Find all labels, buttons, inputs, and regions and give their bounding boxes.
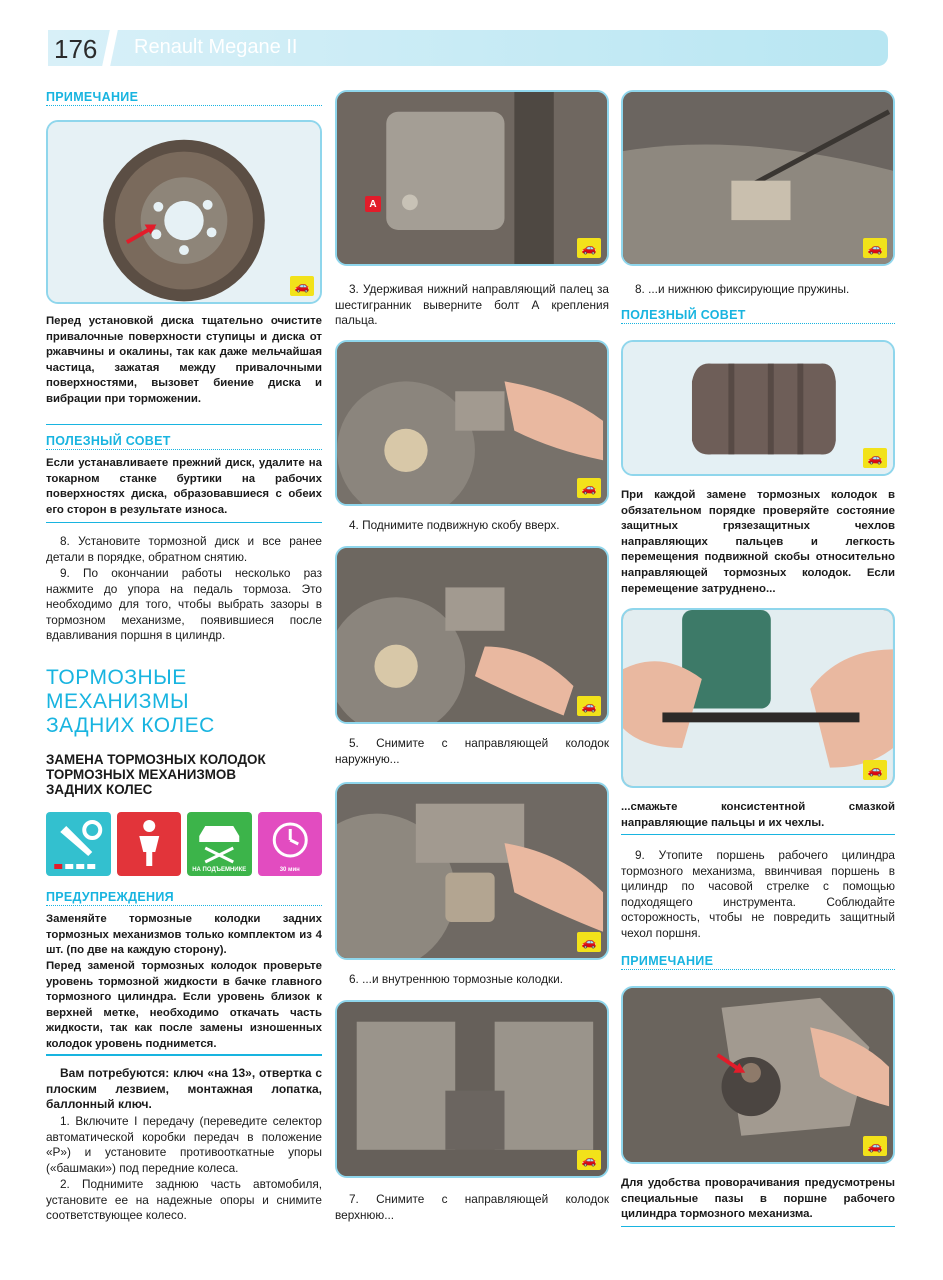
photo-upper-spring [335,1000,609,1178]
car-icon: 🚗 [577,238,601,258]
lift-icon [187,812,252,876]
section-heading-line1: ТОРМОЗНЫЕ [46,666,187,689]
photo-lower-spring [621,90,895,266]
photo-outer-pad [335,546,609,724]
grease-text: ...смажьте консистентной смазкой направляющие пальцы и их чехлы. [621,801,895,829]
divider [621,1226,895,1227]
person-icon [117,812,182,876]
car-icon: 🚗 [863,1136,887,1156]
photo-caliper-bolt [335,90,609,266]
step-2-text: 2. Поднимите заднюю часть автомобиля, установите ее на надежные опоры и снимите соответствующее колесо. [46,1177,322,1223]
note-heading: ПРИМЕЧАНИЕ [46,90,322,106]
divider [621,834,895,835]
subsection-heading-line1: ЗАМЕНА ТОРМОЗНЫХ КОЛОДОК [46,752,266,767]
tip-heading: ПОЛЕЗНЫЙ СОВЕТ [46,434,322,450]
divider [46,522,322,523]
warning-text-2: Перед заменой тормозных колодок проверьте уровень тормозной жидкости в бачке главного тормозного цилиндра. Если уровень близок к верхней метке, необходимо откачать часть жидкости, так как после замены изношенных колодок уровень поднимется. [46,960,322,1050]
photo-brake-disc [46,120,322,304]
car-icon: 🚗 [290,276,314,296]
step-1-text: 1. Включите I передачу (переведите селектор автоматической коробки передач в положение «P») и установите противооткатные упоры («башмаки») под передние колеса. [46,1114,322,1175]
clock-icon [258,812,323,876]
car-icon: 🚗 [577,932,601,952]
step-8-text: 8. Установите тормозной диск и все ранее детали в порядке, обратном снятию. [46,534,322,564]
car-icon: 🚗 [577,1150,601,1170]
page-number: 176 [54,34,98,64]
warnings-heading: ПРЕДУПРЕЖДЕНИЯ [46,890,322,906]
note-heading: ПРИМЕЧАНИЕ [621,954,895,970]
tip-text: При каждой замене тормозных колодок в обязательном порядке проверяйте состояние защитных грязезащитных чехлов направляющих пальцев и легкость перемещения подвижной скобы относительно направляющей тормозных колодок. Если перемещение затруднено... [621,489,895,595]
subsection-heading-line3: ЗАДНИХ КОЛЕС [46,782,153,797]
wrench-icon [46,812,111,876]
tip-heading: ПОЛЕЗНЫЙ СОВЕТ [621,308,895,324]
step-9-piston: 9. Утопите поршень рабочего цилиндра тормозного механизма, ввинчивая поршень в цилиндр по часовой стрелке с помощью подходящего инструмента. Соблюдайте осторожность, чтобы не повредить защитный чехол поршня. [621,848,895,940]
car-icon: 🚗 [863,760,887,780]
caption-step-7: 7. Снимите с направляющей колодок верхнюю... [335,1192,609,1222]
photo-piston-slots [621,986,895,1164]
time-label: 30 мин [279,867,300,873]
car-icon: 🚗 [577,478,601,498]
photo-greasing [621,608,895,788]
caption-step-3: 3. Удерживая нижний направляющий палец за шестигранник выверните болт А крепления пальца. [335,282,609,328]
tip-text: Если устанавливаете прежний диск, удалите на токарном станке буртики на рабочих поверхностях диска, образовавшиеся с обеих его сторон в результате износа. [46,457,322,516]
difficulty-icons [46,812,322,876]
warning-text-1: Заменяйте тормозные колодки задних тормозных механизмов только комплектом из 4 шт. (по две на каждую сторону). [46,913,322,957]
book-title: Renault Megane II [134,36,298,58]
car-icon: 🚗 [577,696,601,716]
divider [46,1054,322,1056]
tools-needed: Вам потребуются: ключ «на 13», отвертка с плоским лезвием, монтажная лопатка, баллонный ключ. [46,1066,322,1112]
caption-step-6: 6. ...и внутреннюю тормозные колодки. [349,972,564,986]
divider [46,424,322,425]
lift-label: НА ПОДЪЕМНИКЕ [192,867,247,873]
section-heading-line3: ЗАДНИХ КОЛЕС [46,714,215,737]
note-text: Перед установкой диска тщательно очистите привалочные поверхности ступицы и диска от ржавчины и окалины, так как даже мельчайшая частица, зажатая между привалочными поверхностями, вызовет биение диска и вибрации при торможении. [46,315,322,405]
section-heading-line2: МЕХАНИЗМЫ [46,690,190,713]
brake-disc-illustration [48,122,320,303]
caption-step-4: 4. Поднимите подвижную скобу вверх. [349,518,560,532]
car-icon: 🚗 [863,238,887,258]
photo-lift-bracket [335,340,609,506]
subsection-heading-line2: ТОРМОЗНЫХ МЕХАНИЗМОВ [46,767,237,782]
caption-step-5: 5. Снимите с направляющей колодок наружную... [335,736,609,766]
caption-step-8: 8. ...и нижнюю фиксирующие пружины. [635,282,850,296]
photo-inner-pad [335,782,609,960]
car-icon: 🚗 [863,448,887,468]
label-a-marker: A [365,196,381,212]
photo-dust-boot [621,340,895,476]
step-9-text: 9. По окончании работы несколько раз нажмите до упора на педаль тормоза. Это необходимо для того, чтобы выбрать зазоры в тормозном механизме, появившиеся после вдавливания поршня в цилиндр. [46,566,322,643]
note-text: Для удобства проворачивания предусмотрены специальные пазы в поршне рабочего цилиндра тормозного механизма. [621,1177,895,1221]
